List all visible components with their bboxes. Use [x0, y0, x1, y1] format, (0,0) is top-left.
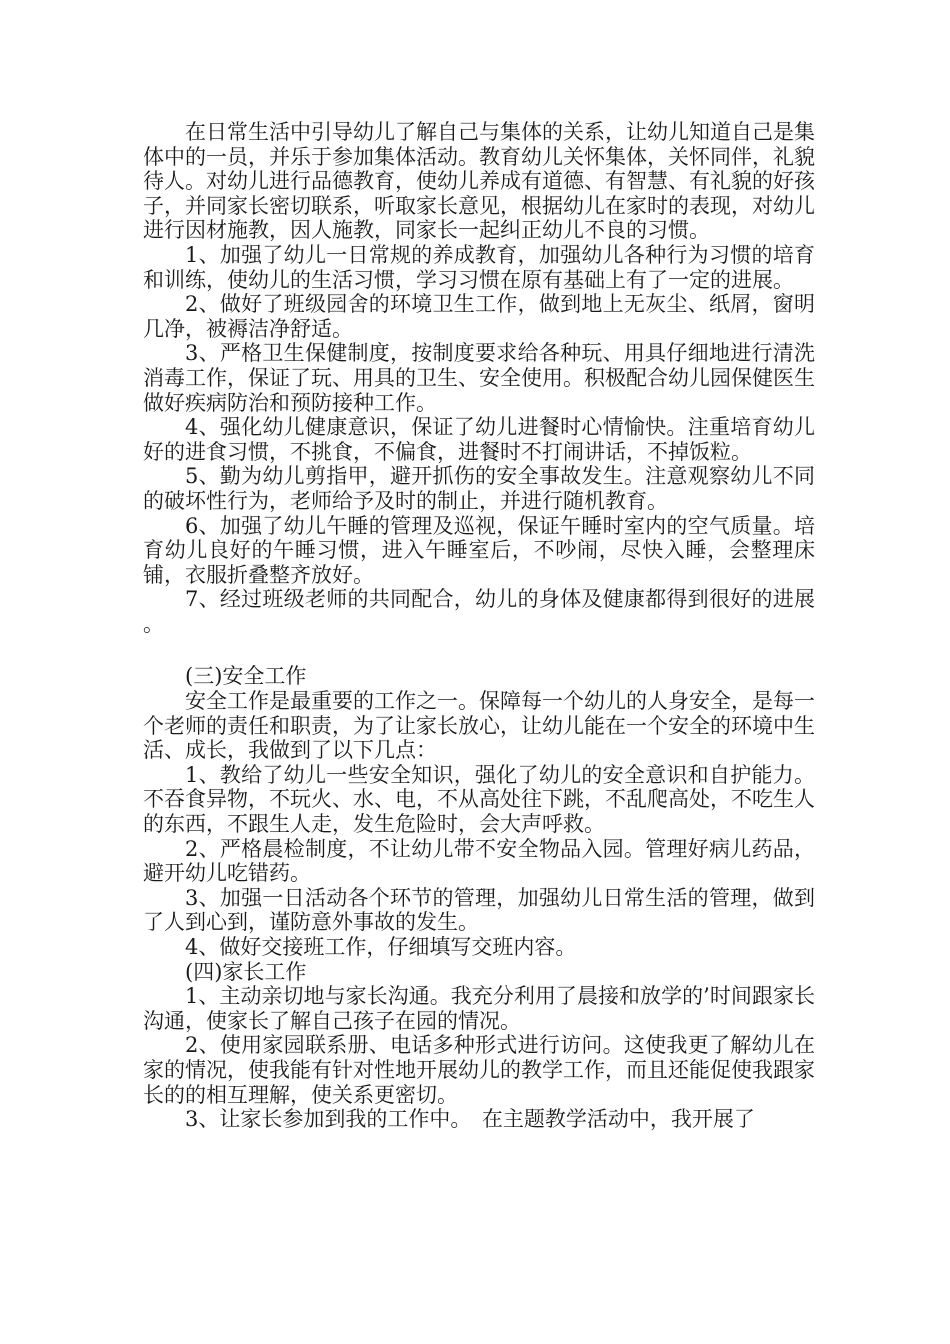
list-item: 2、严格晨检制度，不让幼儿带不安全物品入园。管理好病儿药品，避开幼儿吃错药。: [143, 836, 815, 886]
list-item: 1、主动亲切地与家长沟通。我充分利用了晨接和放学的’时间跟家长沟通，使家长了解自己孩子在园的情况。: [143, 984, 815, 1033]
section-heading-parents: (四)家长工作: [185, 959, 307, 984]
list-item: 2、使用家园联系册、电话多种形式进行访问。这使我更了解幼儿在家的情况，使我能有针对性地开展幼儿的教学工作，而且还能促使我跟家长的的相互理解，使关系更密切。: [143, 1033, 815, 1107]
list-item: 3、加强一日活动各个环节的管理，加强幼儿日常生活的管理，做到了人到心到，谨防意外事故的发生。: [143, 885, 815, 935]
section-intro-paragraph: 安全工作是最重要的工作之一。保障每一个幼儿的人身安全，是每一个老师的责任和职责，为了让家长放心，让幼儿能在一个安全的环境中生活、成长，我做到了以下几点：: [143, 689, 815, 763]
list-item: 4、强化幼儿健康意识，保证了幼儿进餐时心情愉快。注重培育幼儿好的进食习惯，不挑食，不偏食，进餐时不打闹讲话，不掉饭粒。: [143, 415, 815, 464]
list-item: 5、勤为幼儿剪指甲，避开抓伤的安全事故发生。注意观察幼儿不同的破坏性行为，老师给予及时的制止，并进行随机教育。: [143, 464, 815, 513]
section-heading-safety: (三)安全工作: [185, 664, 307, 689]
intro-paragraph: 在日常生活中引导幼儿了解自己与集体的关系，让幼儿知道自己是集体中的一员，并乐于参加集体活动。教育幼儿关怀集体，关怀同伴，礼貌待人。对幼儿进行品德教育，使幼儿养成有道德、有智慧、有礼貌的好孩子，并同家长密切联系，听取家长意见，根据幼儿在家时的表现，对幼儿进行因材施教，因人施教，同家长一起纠正幼儿不良的习惯。: [143, 120, 815, 243]
list-item: 4、做好交接班工作，仔细填写交班内容。: [185, 935, 577, 959]
list-item: 2、做好了班级园舍的环境卫生工作，做到地上无灰尘、纸屑，窗明几净，被褥洁净舒适。: [143, 292, 815, 341]
spacer: [143, 636, 815, 664]
list-item: 3、严格卫生保健制度，按制度要求给各种玩、用具仔细地进行清洗消毒工作，保证了玩、用具的卫生、安全使用。积极配合幼儿园保健医生做好疾病防治和预防接种工作。: [143, 341, 815, 415]
list-item: 1、加强了幼儿一日常规的养成教育，加强幼儿各种行为习惯的培育和训练，使幼儿的生活习惯，学习习惯在原有基础上有了一定的进展。: [143, 242, 815, 292]
list-item: 6、加强了幼儿午睡的管理及巡视，保证午睡时室内的空气质量。培育幼儿良好的午睡习惯，进入午睡室后，不吵闹，尽快入睡，会整理床铺，衣服折叠整齐放好。: [143, 513, 815, 587]
list-item: 1、教给了幼儿一些安全知识，强化了幼儿的安全意识和自护能力。不吞食异物，不玩火、水、电，不从高处往下跳，不乱爬高处，不吃生人的东西，不跟生人走，发生危险时，会大声呼救。: [143, 762, 815, 837]
list-item: 3、让家长参加到我的工作中。 在主题教学活动中，我开展了: [185, 1107, 755, 1132]
list-item: 7、经过班级老师的共同配合，幼儿的身体及健康都得到很好的进展 。: [143, 587, 815, 636]
document-page: [143, 120, 815, 1132]
